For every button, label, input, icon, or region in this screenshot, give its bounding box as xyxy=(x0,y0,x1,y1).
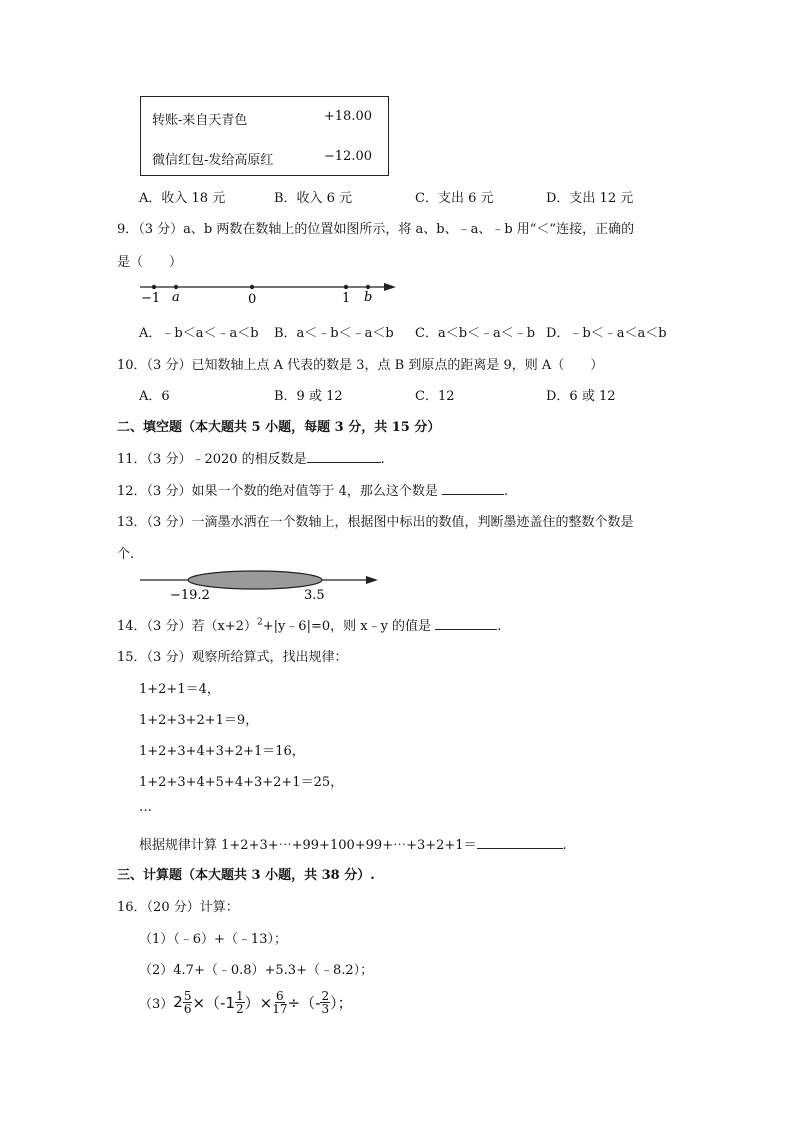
q16-part-2: （2）4.7+（﹣0.8）+5.3+（﹣8.2）； xyxy=(139,963,374,978)
q11-text: 11．（3 分）﹣2020 的相反数是 xyxy=(117,452,307,467)
section-fill-in-heading: 二、填空题（本大题共 5 小题，每题 3 分，共 15 分） xyxy=(117,420,441,435)
point-zero xyxy=(250,285,254,289)
q14-post: +|y﹣6|=0，则 x﹣y 的值是 xyxy=(262,619,432,634)
q15-ellipsis: … xyxy=(139,800,152,815)
fraction-denominator: 17 xyxy=(272,1001,288,1016)
transaction-row xyxy=(152,149,372,168)
q15-rule xyxy=(139,834,567,853)
q15-answer-blank xyxy=(477,836,563,849)
transaction-amount: +18.00 xyxy=(323,109,372,124)
q14-end: . xyxy=(497,619,502,634)
q10-option-c: C．12 xyxy=(415,389,455,404)
ink-blot xyxy=(188,571,322,589)
operator: ×（-1 xyxy=(192,993,235,1012)
fraction-numerator: 1 xyxy=(236,988,244,1003)
q8-option-c: C．支出 6 元 xyxy=(415,191,494,206)
operator-end: ）； xyxy=(330,993,353,1012)
q10-option-d: D．6 或 12 xyxy=(546,389,616,404)
q10-option-a: A．6 xyxy=(139,389,170,404)
q16-part-1: （1）（﹣6）+（﹣13）； xyxy=(139,932,287,947)
ink-left-label: −19.2 xyxy=(170,588,210,603)
q14-exponent: 2 xyxy=(256,617,263,628)
q11-question xyxy=(117,448,385,467)
q8-option-a: A．收入 18 元 xyxy=(139,191,226,206)
q14-question xyxy=(117,615,501,634)
mixed-number-whole: 2 xyxy=(173,993,183,1011)
fraction-denominator: 6 xyxy=(183,1001,192,1016)
q9-option-c: C．a＜b＜﹣a＜﹣b xyxy=(415,326,536,341)
ink-right-label: 3.5 xyxy=(304,588,325,603)
q15-line-2: 1+2+3+2+1＝9， xyxy=(139,713,259,728)
fraction-2 xyxy=(235,990,245,1015)
q13-question: 13．（3 分）一滴墨水洒在一个数轴上，根据图中标出的数值，判断墨迹盖住的整数个数是 xyxy=(117,515,634,530)
q10-option-b: B．9 或 12 xyxy=(274,389,343,404)
q9-question: 9．（3 分）a、b 两数在数轴上的位置如图所示，将 a、b、﹣a、﹣b 用“＜”连接，正确的 xyxy=(117,222,635,237)
operator: ）× xyxy=(244,993,273,1012)
fraction-numerator: 2 xyxy=(321,988,330,1003)
fraction-denominator: 3 xyxy=(321,1001,330,1016)
q12-text: 12．（3 分）如果一个数的绝对值等于 4，那么这个数是 xyxy=(117,484,438,499)
q14-pre: 14．（3 分）若（x+2） xyxy=(117,619,257,634)
section-calculation-heading: 三、计算题（本大题共 3 小题，共 38 分）. xyxy=(117,868,375,883)
q12-end: . xyxy=(504,484,509,499)
point-minus-one xyxy=(152,285,156,289)
operator: ÷（- xyxy=(287,993,321,1012)
fraction-denominator: 2 xyxy=(236,1001,244,1016)
q9-question-cont: 是（ ） xyxy=(117,255,183,270)
transaction-label: 微信红包-发给高原红 xyxy=(152,153,274,168)
fraction-numerator: 5 xyxy=(183,988,192,1003)
q9-option-d: D．﹣b＜﹣a＜a＜b xyxy=(546,326,667,341)
q8-option-d: D．支出 12 元 xyxy=(546,191,634,206)
fraction-3 xyxy=(272,990,287,1015)
transaction-row xyxy=(152,109,372,128)
q9-option-a: A．﹣b＜a＜﹣a＜b xyxy=(139,326,259,341)
q9-option-b: B．a＜﹣b＜﹣a＜b xyxy=(274,326,394,341)
q8-option-b: B．收入 6 元 xyxy=(274,191,353,206)
label-minus-one: −1 xyxy=(141,291,161,306)
q15-line-1: 1+2+1＝4， xyxy=(139,682,220,697)
q9-number-line xyxy=(130,276,410,306)
transaction-table xyxy=(140,96,389,176)
transaction-amount: −12.00 xyxy=(323,149,372,164)
point-b xyxy=(366,285,370,289)
q11-end: . xyxy=(380,452,385,467)
q15-end: . xyxy=(562,838,567,853)
q14-answer-blank xyxy=(435,617,497,630)
transaction-label: 转账-来自天青色 xyxy=(152,113,248,128)
fraction-1 xyxy=(183,990,193,1015)
q15-line-3: 1+2+3+4+3+2+1＝16， xyxy=(139,744,305,759)
q13-ink-number-line xyxy=(130,568,390,604)
q16-part-3 xyxy=(139,984,353,1020)
fraction-numerator: 6 xyxy=(276,988,284,1003)
label-zero: 0 xyxy=(248,292,257,306)
q11-answer-blank xyxy=(307,450,381,463)
label-b: b xyxy=(364,290,373,305)
q12-question xyxy=(117,480,508,499)
q15-question: 15．（3 分）观察所给算式，找出规律： xyxy=(117,650,348,665)
q13-question-cont: 个. xyxy=(117,547,135,562)
q10-question: 10．（3 分）已知数轴上点 A 代表的数是 3，点 B 到原点的距离是 9，则 A（ ） xyxy=(117,358,604,373)
point-a xyxy=(174,285,178,289)
q15-rule-text: 根据规律计算 1+2+3+⋯+99+100+99+⋯+3+2+1＝ xyxy=(139,838,477,853)
q12-answer-blank xyxy=(442,482,504,495)
q15-line-4: 1+2+3+4+5+4+3+2+1＝25， xyxy=(139,775,344,790)
label-one: 1 xyxy=(342,291,351,306)
q16-question: 16．（20 分）计算： xyxy=(117,900,239,915)
label-a: a xyxy=(172,290,180,305)
fraction-4 xyxy=(320,990,330,1015)
q16-part-3-label: （3） xyxy=(139,996,174,1012)
point-one xyxy=(344,285,348,289)
